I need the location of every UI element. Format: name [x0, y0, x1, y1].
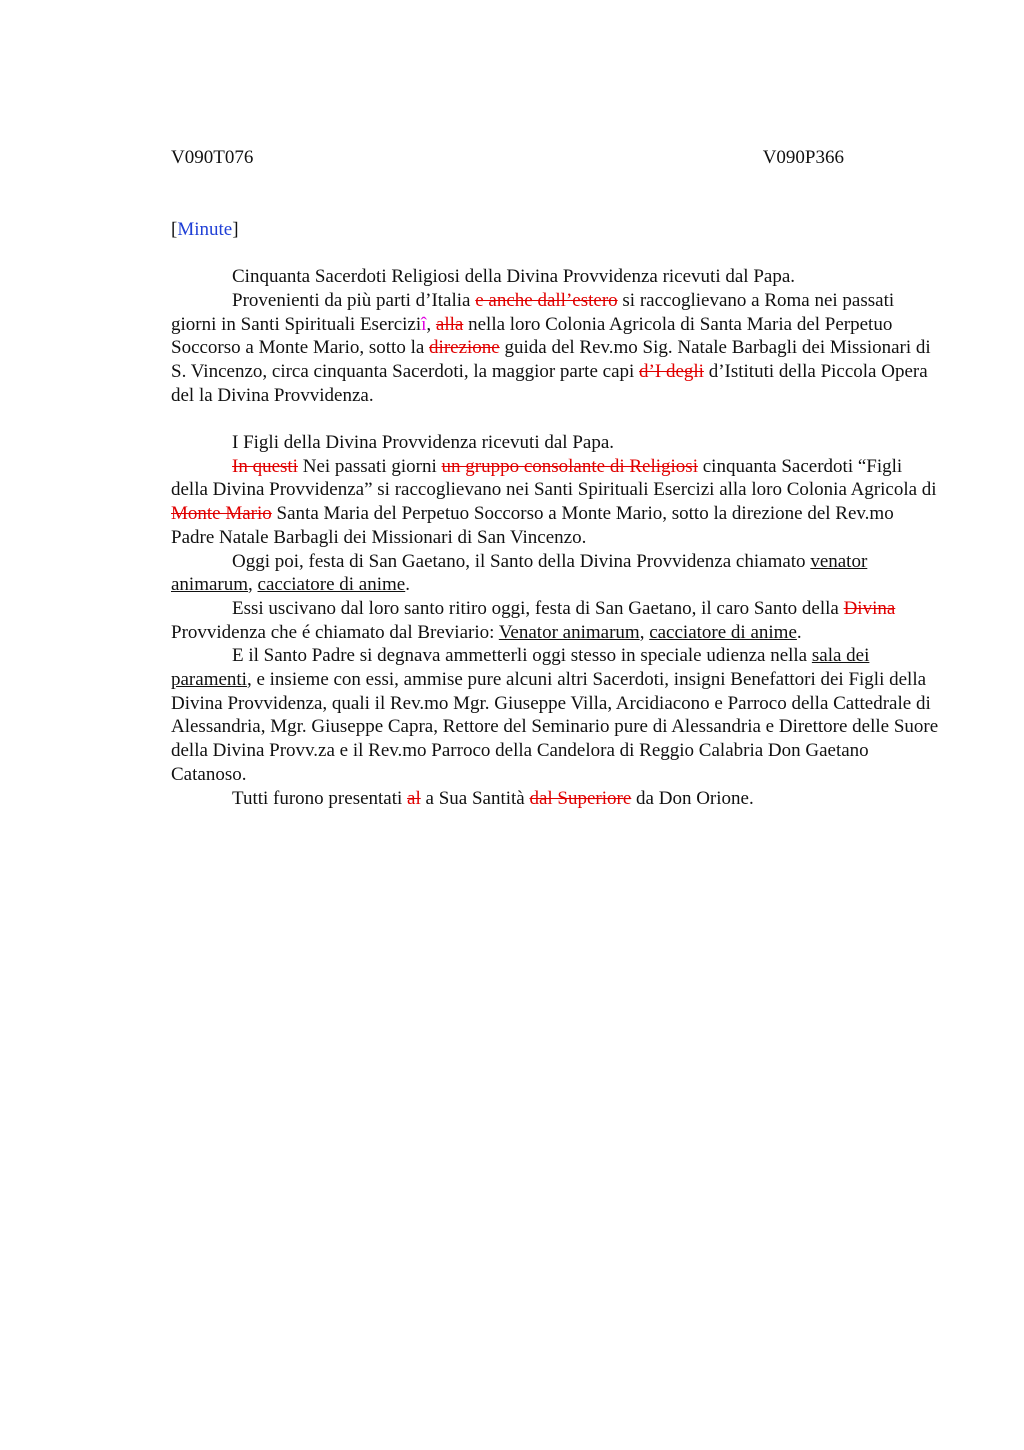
p6-underline-1: Venator animarum — [498, 621, 640, 643]
p3-text: I Figli della Divina Provvidenza ricevuti dal Papa. — [232, 432, 615, 453]
tag-open-bracket: [ — [171, 218, 178, 240]
p6-t2: Provvidenza che é chiamato dal Breviario: — [171, 621, 499, 643]
p2-t4: nella loro Colonia Agricola di Santa Maria del Perpetuo Soccorso a Monte Mario, sotto la — [171, 313, 893, 359]
p8-t3: da Don Orione. — [631, 787, 754, 809]
p4-t3: Santa Maria del Perpetuo Soccorso a Monte Mario, sotto la direzione del Rev.mo Padre Natale Barbagli dei Missionari di San Vincenzo. — [171, 503, 894, 548]
p2-deletion-4: d’I degli — [639, 360, 704, 382]
paragraph-2 — [171, 289, 941, 408]
p5-t2: , — [248, 574, 258, 596]
document-code-left: V090T076 — [171, 147, 254, 168]
p2-deletion-1: e anche dall’estero — [475, 289, 618, 311]
p6-t1: Essi uscivano dal loro santo ritiro oggi, festa di San Gaetano, il caro Santo della — [232, 597, 844, 619]
section-tag — [171, 218, 941, 242]
p2-t5: guida del Rev.mo Sig. Natale Barbagli dei Missionari di S. Vincenzo, circa cinquanta Sacerdoti, la maggior parte capi — [171, 337, 931, 382]
paragraph-1 — [171, 265, 941, 289]
p8-t2: a Sua Santità — [420, 787, 530, 809]
p5-t1: Oggi poi, festa di San Gaetano, il Santo della Divina Provvidenza chiamato — [232, 550, 811, 572]
paragraph-4 — [171, 455, 941, 550]
tag-label: Minute — [177, 218, 233, 240]
p7-underline-1: sala dei paramenti — [171, 645, 870, 691]
p6-t4: . — [796, 621, 802, 643]
p2-t1: Provenienti da più parti d’Italia — [232, 289, 476, 311]
p4-deletion-2: un gruppo consolante di Religiosi — [441, 455, 698, 477]
document-code-right: V090P366 — [762, 147, 844, 168]
p6-deletion-1: Divina — [843, 597, 896, 619]
p8-deletion-1: al — [407, 787, 421, 809]
p2-mark: î — [421, 313, 427, 335]
p6-underline-2: cacciatore di anime — [649, 621, 797, 643]
p7-t2: , e insieme con essi, ammise pure alcuni altri Sacerdoti, insigni Benefattori dei Figli della Divina Provvidenza, quali il Rev.mo Mgr. Giuseppe Villa, Arcidiacono e Parroco della Cattedrale di Alessandria, Mgr. Giuseppe Capra, Rettore del Seminario pure di Alessandria e Direttore delle Suore della Divina Provv.za e il Rev.mo Parroco della Candelora di Reggio Calabria Don Gaetano Catanoso. — [171, 669, 939, 785]
paragraph-7 — [171, 644, 941, 786]
p5-underline-1: venator animarum — [171, 550, 868, 596]
p1-text: Cinquanta Sacerdoti Religiosi della Divina Provvidenza ricevuti dal Papa. — [232, 266, 795, 288]
tag-close-bracket: ] — [232, 218, 239, 240]
p4-deletion-1: In questi — [232, 455, 298, 477]
paragraph-6 — [171, 597, 941, 644]
p4-t1: Nei passati giorni — [297, 455, 442, 477]
p2-t6: d’Istituti della Piccola Opera del la Divina Provvidenza. — [171, 360, 928, 406]
p5-t3: . — [405, 574, 410, 596]
p7-t1: E il Santo Padre si degnava ammetterli oggi stesso in speciale udienza nella — [232, 645, 812, 667]
p2-t2: si raccoglievano a Roma nei passati giorni in Santi Spirituali Esercizi — [171, 289, 895, 335]
p2-deletion-3: direzione — [429, 337, 500, 359]
p8-deletion-2: dal Superiore — [529, 787, 632, 809]
p4-deletion-3: Monte Mario — [171, 503, 272, 525]
p8-t1: Tutti furono presentati — [232, 787, 408, 809]
paragraph-8 — [171, 787, 941, 811]
p4-t2: cinquanta Sacerdoti “Figli della Divina Provvidenza” si raccoglievano nei Santi Spirituali Esercizi alla loro Colonia Agricola di — [171, 455, 937, 501]
p2-t3: , — [426, 313, 436, 335]
p2-deletion-2: alla — [435, 313, 464, 335]
paragraph-3 — [171, 431, 941, 455]
p6-t3: , — [639, 621, 650, 643]
document-page — [171, 146, 941, 810]
paragraph-5 — [171, 550, 941, 597]
header — [171, 146, 844, 170]
p5-underline-2: cacciatore di anime — [257, 574, 406, 596]
